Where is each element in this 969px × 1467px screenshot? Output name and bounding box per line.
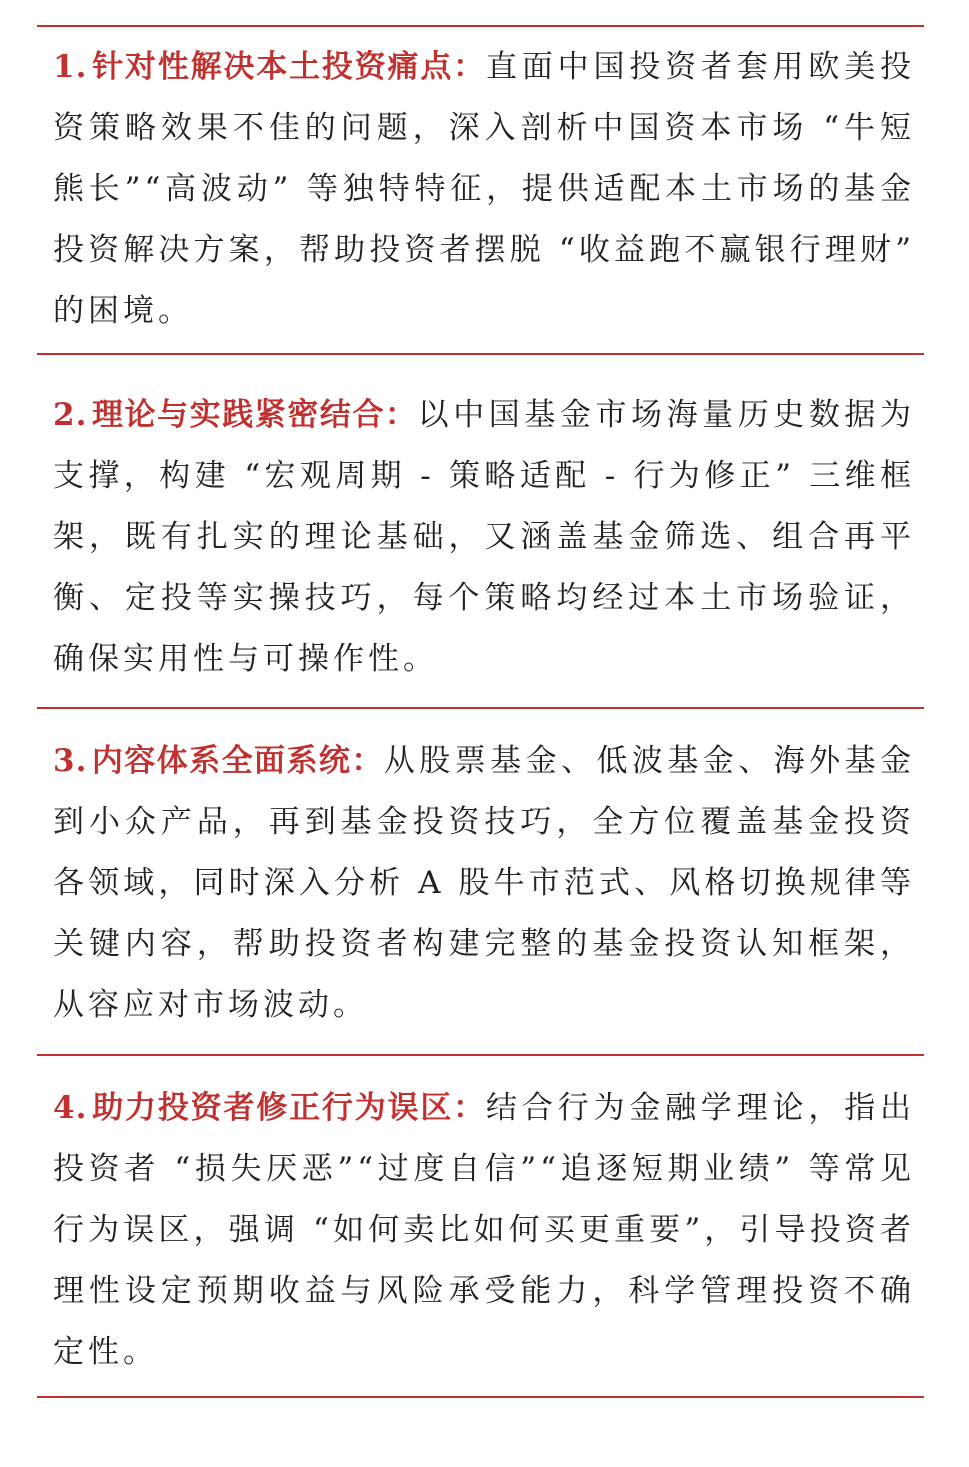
item-body: 直面中国投资者套用欧美投资策略效果不佳的问题，深入剖析中国资本市场 “牛短熊长”“高波动” 等独特特征，提供适配本土市场的基金投资解决方案，帮助投资者摆脱 “收益跑不赢银行理财” 的困境。	[53, 49, 916, 329]
item-body: 以中国基金市场海量历史数据为支撑，构建 “宏观周期 - 策略适配 - 行为修正” 三维框架，既有扎实的理论基础，又涵盖基金筛选、组合再平衡、定投等实操技巧，每个策略均经过本土市场验证，确保实用性与可操作性。	[53, 397, 916, 677]
feature-item-3	[53, 731, 915, 1036]
item-number: 1.	[53, 49, 88, 85]
item-number: 4.	[53, 1090, 88, 1126]
item-number: 3.	[53, 743, 88, 779]
item-heading: 助力投资者修正行为误区：	[91, 1090, 487, 1126]
divider-2	[37, 707, 924, 709]
item-heading: 针对性解决本土投资痛点：	[91, 49, 487, 85]
item-body: 从股票基金、低波基金、海外基金到小众产品，再到基金投资技巧，全方位覆盖基金投资各领域，同时深入分析 A 股牛市范式、风格切换规律等关键内容，帮助投资者构建完整的基金投资认知框架，从容应对市场波动。	[53, 743, 916, 1023]
item-heading: 理论与实践紧密结合：	[91, 397, 418, 433]
feature-item-2	[53, 385, 915, 690]
item-body: 结合行为金融学理论，指出投资者 “损失厌恶”“过度自信”“追逐短期业绩” 等常见行为误区，强调 “如何卖比如何买更重要”，引导投资者理性设定预期收益与风险承受能力，科学管理投资不确定性。	[53, 1090, 916, 1370]
item-number: 2.	[53, 397, 88, 433]
divider-top	[37, 25, 924, 27]
feature-item-4	[53, 1078, 915, 1383]
item-heading: 内容体系全面系统：	[91, 743, 384, 779]
divider-bottom	[37, 1396, 924, 1398]
feature-item-1	[53, 37, 915, 342]
divider-1	[37, 353, 924, 355]
divider-3	[37, 1054, 924, 1056]
